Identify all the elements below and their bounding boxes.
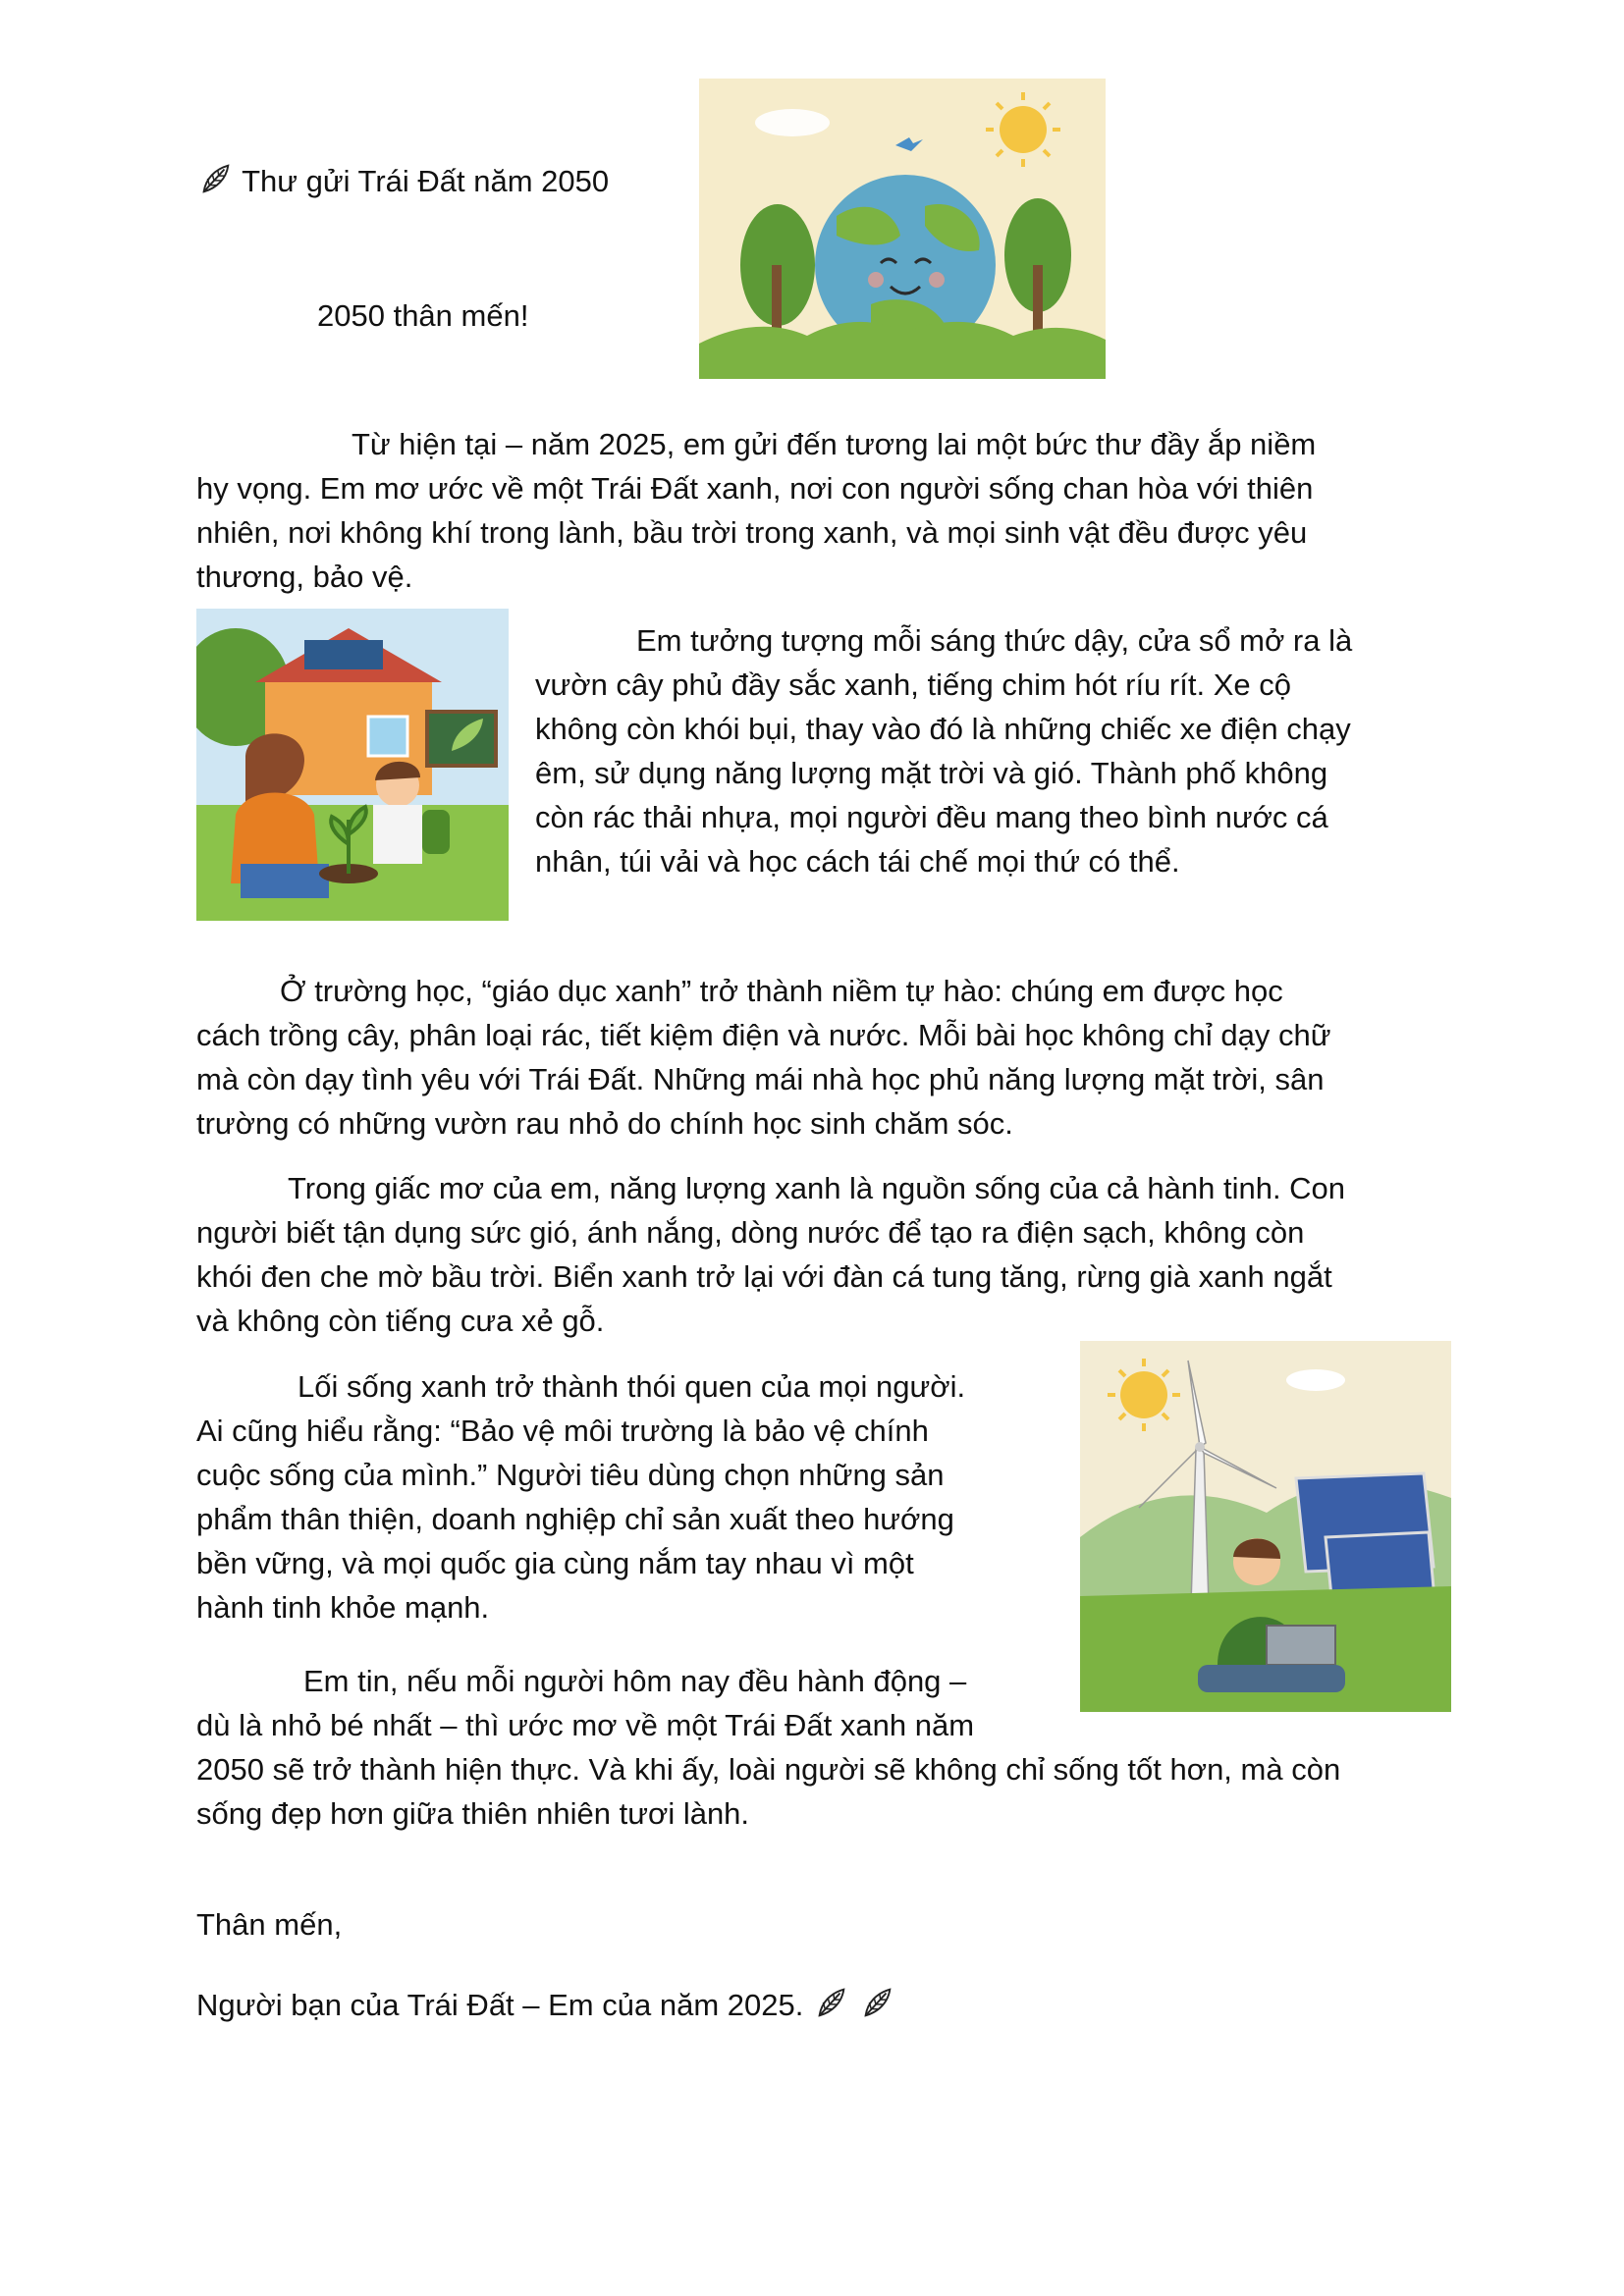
greeting: 2050 thân mến! — [317, 298, 529, 333]
letter-title — [196, 159, 609, 203]
paragraph-3-line: mà còn dạy tình yêu với Trái Đất. Những mái nhà học phủ năng lượng mặt trời, sân — [196, 1062, 1325, 1096]
leaf-icon — [812, 1984, 849, 2021]
paragraph-3-line: trường có những vườn rau nhỏ do chính học sinh chăm sóc. — [196, 1106, 1013, 1141]
paragraph-6 — [196, 1659, 1340, 1836]
paragraph-6-line: Em tin, nếu mỗi người hôm nay đều hành động – — [303, 1664, 967, 1698]
letter-title-text: Thư gửi Trái Đất năm 2050 — [242, 164, 610, 198]
paragraph-3-line: cách trồng cây, phân loại rác, tiết kiệm điện và nước. Mỗi bài học không chỉ dạy chữ — [196, 1018, 1331, 1052]
paragraph-5-line: phẩm thân thiện, doanh nghiệp chỉ sản xuất theo hướng — [196, 1502, 954, 1536]
paragraph-6-line: sống đẹp hơn giữa thiên nhiên tươi lành. — [196, 1796, 750, 1831]
paragraph-5-line: hành tinh khỏe mạnh. — [196, 1590, 490, 1625]
paragraph-6-line: 2050 sẽ trở thành hiện thực. Và khi ấy, loài người sẽ không chỉ sống tốt hơn, mà còn — [196, 1752, 1341, 1787]
signature — [196, 1983, 895, 2027]
teacher-child-planting-illustration — [196, 609, 509, 921]
paragraph-6-line: dù là nhỏ bé nhất – thì ước mơ về một Trái Đất xanh năm — [196, 1708, 975, 1742]
paragraph-1 — [196, 422, 1316, 599]
paragraph-4-line: và không còn tiếng cưa xẻ gỗ. — [196, 1304, 605, 1338]
paragraph-1-line: Từ hiện tại – năm 2025, em gửi đến tương lai một bức thư đầy ắp niềm — [352, 427, 1317, 461]
leaf-icon — [858, 1984, 895, 2021]
paragraph-2-line: êm, sử dụng năng lượng mặt trời và gió. Thành phố không — [535, 756, 1328, 790]
paragraph-5-line: bền vững, và mọi quốc gia cùng nắm tay nhau vì một — [196, 1546, 914, 1580]
paragraph-2-line: nhân, túi vải và học cách tái chế mọi thứ có thể. — [535, 844, 1180, 879]
paragraph-2-line: không còn khói bụi, thay vào đó là những chiếc xe điện chạy — [535, 712, 1351, 746]
paragraph-1-line: thương, bảo vệ. — [196, 560, 413, 594]
paragraph-1-line: hy vọng. Em mơ ước về một Trái Đất xanh, nơi con người sống chan hòa với thiên — [196, 471, 1314, 506]
paragraph-4-line: khói đen che mờ bầu trời. Biển xanh trở lại với đàn cá tung tăng, rừng già xanh ngắt — [196, 1259, 1332, 1294]
wind-solar-illustration — [1080, 1341, 1451, 1712]
earth-illustration — [699, 79, 1106, 379]
paragraph-1-line: nhiên, nơi không khí trong lành, bầu trời trong xanh, và mọi sinh vật đều được yêu — [196, 515, 1308, 550]
paragraph-4-line: Trong giấc mơ của em, năng lượng xanh là nguồn sống của cả hành tinh. Con — [288, 1171, 1346, 1205]
paragraph-5-line: Ai cũng hiểu rằng: “Bảo vệ môi trường là bảo vệ chính — [196, 1414, 929, 1448]
paragraph-4 — [196, 1166, 1345, 1343]
paragraph-2-line: Em tưởng tượng mỗi sáng thức dậy, cửa sổ mở ra là — [636, 623, 1353, 658]
paragraph-3 — [196, 969, 1330, 1146]
paragraph-5-line: Lối sống xanh trở thành thói quen của mọi người. — [298, 1369, 966, 1404]
paragraph-2 — [535, 618, 1352, 883]
closing: Thân mến, — [196, 1907, 343, 1942]
leaf-icon — [196, 160, 234, 197]
paragraph-5-line: cuộc sống của mình.” Người tiêu dùng chọn những sản — [196, 1458, 945, 1492]
signature-text: Người bạn của Trái Đất – Em của năm 2025. — [196, 1988, 804, 2022]
paragraph-2-line: vườn cây phủ đầy sắc xanh, tiếng chim hót ríu rít. Xe cộ — [535, 667, 1291, 702]
paragraph-5 — [196, 1364, 965, 1629]
paragraph-4-line: người biết tận dụng sức gió, ánh nắng, dòng nước để tạo ra điện sạch, không còn — [196, 1215, 1305, 1250]
paragraph-3-line: Ở trường học, “giáo dục xanh” trở thành niềm tự hào: chúng em được học — [280, 974, 1283, 1008]
paragraph-2-line: còn rác thải nhựa, mọi người đều mang theo bình nước cá — [535, 800, 1328, 834]
